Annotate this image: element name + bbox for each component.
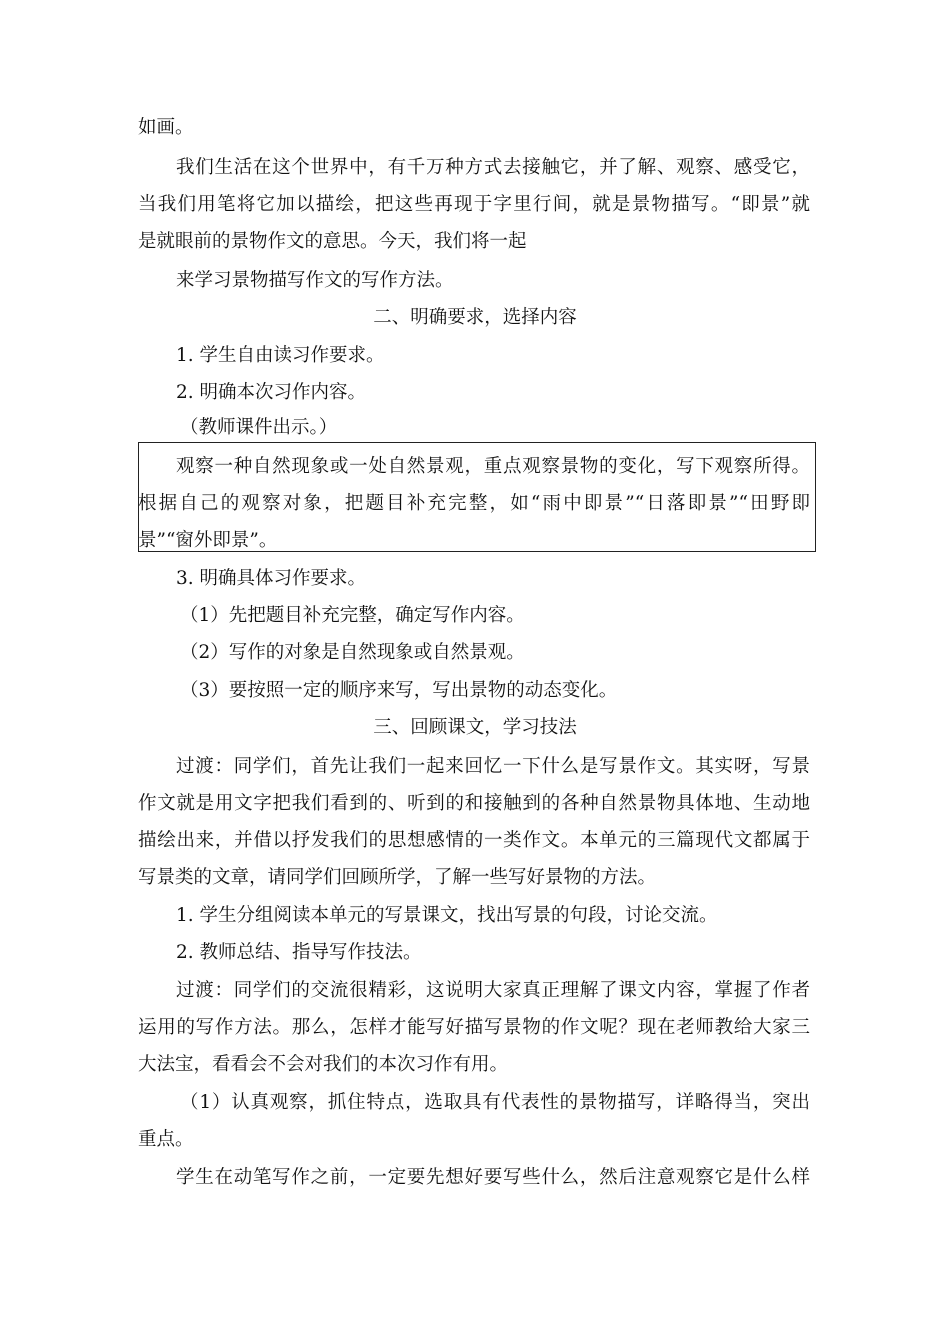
paragraph-line: 运用的写作方法。那么，怎样才能写好描写景物的作文呢？现在老师教给大家三 — [138, 1017, 810, 1038]
paragraph-line: 作文就是用文字把我们看到的、听到的和接触到的各种自然景物具体地、生动地 — [138, 793, 810, 814]
paragraph-line: 如画。 — [138, 117, 194, 138]
section-heading: 二、明确要求，选择内容 — [373, 307, 577, 328]
note-text: （教师课件出示。） — [180, 417, 338, 438]
paragraph-line: 我们生活在这个世界中，有千万种方式去接触它，并了解、观察、感受它， — [176, 157, 810, 178]
box-line: 观察一种自然现象或一处自然景观，重点观察景物的变化，写下观察所得。 — [176, 456, 810, 477]
sub-item: （2）写作的对象是自然现象或自然景观。 — [180, 642, 525, 663]
box-line: 景”“窗外即景”。 — [138, 530, 278, 551]
list-item: 1. 学生分组阅读本单元的写景课文，找出写景的句段，讨论交流。 — [176, 905, 718, 926]
box-line: 根据自己的观察对象，把题目补充完整，如“雨中即景”“日落即景”“田野即 — [138, 493, 810, 514]
paragraph-line: 大法宝，看看会不会对我们的本次习作有用。 — [138, 1054, 509, 1075]
paragraph-line: 是就眼前的景物作文的意思。今天，我们将一起 — [138, 231, 527, 252]
section-heading: 三、回顾课文，学习技法 — [373, 717, 577, 738]
paragraph-line: 过渡：同学们，首先让我们一起来回忆一下什么是写景作文。其实呀，写景 — [176, 756, 810, 777]
paragraph-line: （1）认真观察，抓住特点，选取具有代表性的景物描写，详略得当，突出 — [180, 1092, 810, 1113]
list-item: 2. 明确本次习作内容。 — [176, 382, 367, 403]
paragraph-line: 过渡：同学们的交流很精彩，这说明大家真正理解了课文内容，掌握了作者 — [176, 980, 810, 1001]
list-item: 1. 学生自由读习作要求。 — [176, 345, 385, 366]
list-item: 2. 教师总结、指导写作技法。 — [176, 942, 422, 963]
paragraph-line: 当我们用笔将它加以描绘，把这些再现于字里行间，就是景物描写。“即景”就 — [138, 194, 810, 215]
sub-item: （3）要按照一定的顺序来写，写出景物的动态变化。 — [180, 680, 618, 701]
paragraph-line: 写景类的文章，请同学们回顾所学，了解一些写好景物的方法。 — [138, 867, 657, 888]
list-item: 3. 明确具体习作要求。 — [176, 568, 367, 589]
paragraph-line: 来学习景物描写作文的写作方法。 — [176, 270, 454, 291]
paragraph-line: 描绘出来，并借以抒发我们的思想感情的一类作文。本单元的三篇现代文都属于 — [138, 830, 810, 851]
paragraph-line: 学生在动笔写作之前，一定要先想好要写些什么，然后注意观察它是什么样 — [176, 1167, 810, 1188]
paragraph-line: 重点。 — [138, 1129, 194, 1150]
sub-item: （1）先把题目补充完整，确定写作内容。 — [180, 605, 525, 626]
